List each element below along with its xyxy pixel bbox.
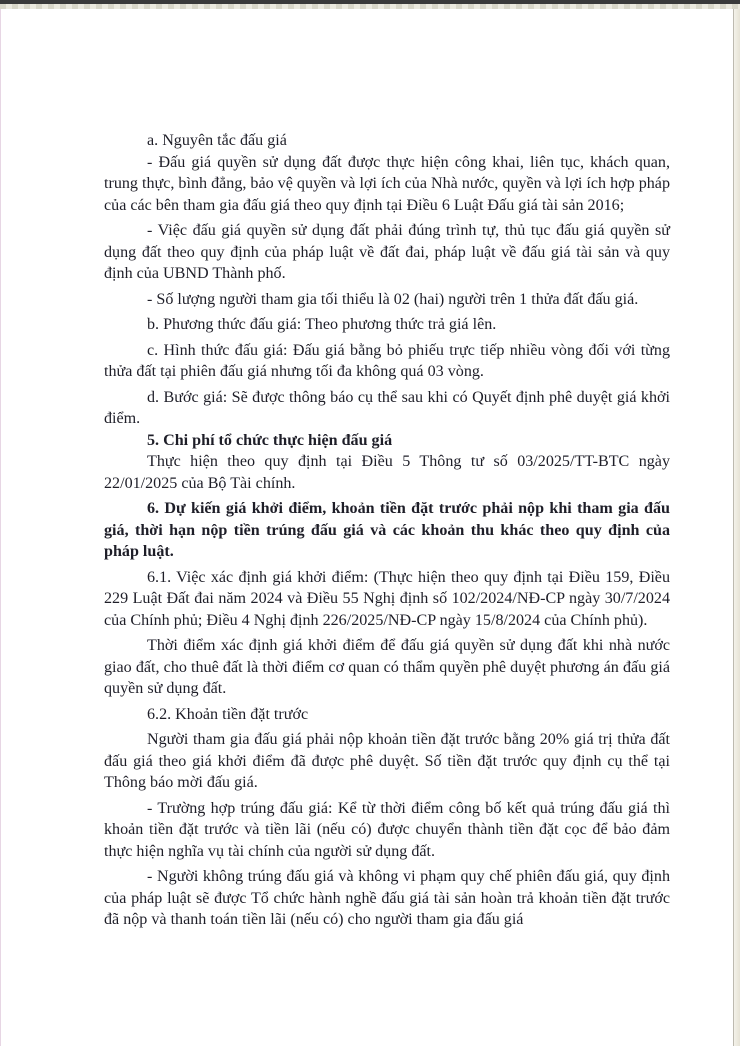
paragraph-deposit: Người tham gia đấu giá phải nộp khoản tiền đặt trước bằng 20% giá trị thửa đất đấu giá theo giá khởi điểm đã được phê duyệt. Số tiền đặt trước quy định cụ thể tại Thông báo mời đấu giá.: [104, 731, 670, 791]
paragraph-auction-form: c. Hình thức đấu giá: Đấu giá bằng bỏ phiếu trực tiếp nhiều vòng đối với từng thửa đất tại phiên đấu giá nhưng tối đa không quá 03 vòng.: [104, 341, 670, 380]
heading-auction-principles: a. Nguyên tắc đấu giá: [147, 132, 287, 149]
paragraph-winning-case: - Trường hợp trúng đấu giá: Kể từ thời điểm công bố kết quả trúng đấu giá thì khoản tiền đặt trước và tiền lãi (nếu có) được chuyển thành tiền đặt cọc để bảo đảm thực hiện nghĩa vụ tài chính của người sử dụng đất.: [104, 799, 670, 860]
scanner-top-strip: [0, 4, 740, 9]
scanner-left-edge: [0, 9, 1, 1046]
scanner-right-edge: [733, 9, 740, 1046]
paragraph-6-1: 6.1. Việc xác định giá khởi điểm: (Thực hiện theo quy định tại Điều 159, Điều 229 Luật Đất đai năm 2024 và Điều 55 Nghị định số 102/2024/NĐ-CP ngày 30/7/2024 của Chính phủ; Điều 4 Nghị định 226/2025/NĐ-CP ngày 15/8/2024 của Chính phủ).: [104, 568, 670, 629]
paragraph-section-5: Thực hiện theo quy định tại Điều 5 Thông tư số 03/2025/TT-BTC ngày 22/01/2025 của Bộ Tài chính.: [104, 453, 670, 492]
paragraph-starting-price-time: Thời điểm xác định giá khởi điểm để đấu giá quyền sử dụng đất khi nhà nước giao đất, cho thuê đất là thời điểm cơ quan có thẩm quyền phê duyệt phương án đấu giá quyền sử dụng đất.: [104, 637, 670, 697]
section-6-heading: 6. Dự kiến giá khởi điểm, khoản tiền đặt trước phải nộp khi tham gia đấu giá, thời hạn nộp tiền trúng đấu giá và các khoản thu khác theo quy định của pháp luật.: [104, 500, 670, 560]
heading-6-2: 6.2. Khoản tiền đặt trước: [147, 705, 309, 723]
paragraph-non-winning-case: - Người không trúng đấu giá và không vi phạm quy chế phiên đấu giá, quy định của pháp luật sẽ được Tổ chức hành nghề đấu giá tài sản hoàn trả khoản tiền đặt trước đã nộp và thanh toán tiền lãi (nếu có) cho người tham gia đấu giá: [104, 868, 670, 928]
paragraph-auction-method: b. Phương thức đấu giá: Theo phương thức trả giá lên.: [147, 316, 497, 333]
paragraph-bid-step: d. Bước giá: Sẽ được thông báo cụ thể sau khi có Quyết định phê duyệt giá khởi điểm.: [104, 388, 670, 427]
section-5-heading: 5. Chi phí tổ chức thực hiện đấu giá: [147, 431, 393, 449]
paragraph-min-participants: - Số lượng người tham gia tối thiểu là 02 (hai) người trên 1 thửa đất đấu giá.: [147, 290, 639, 308]
paragraph-principle-procedure: - Việc đấu giá quyền sử dụng đất phải đúng trình tự, thủ tục đấu giá quyền sử dụng đất theo quy định của pháp luật về đất đai, pháp luật về đấu giá tài sản và quy định của UBND Thành phố.: [104, 222, 670, 282]
document-page: [104, 130, 670, 931]
paragraph-principle-public: - Đấu giá quyền sử dụng đất được thực hiện công khai, liên tục, khách quan, trung thực, bình đẳng, bảo vệ quyền và lợi ích của Nhà nước, quyền và lợi ích hợp pháp của các bên tham gia đấu giá theo quy định tại Điều 6 Luật Đấu giá tài sản 2016;: [104, 153, 670, 214]
